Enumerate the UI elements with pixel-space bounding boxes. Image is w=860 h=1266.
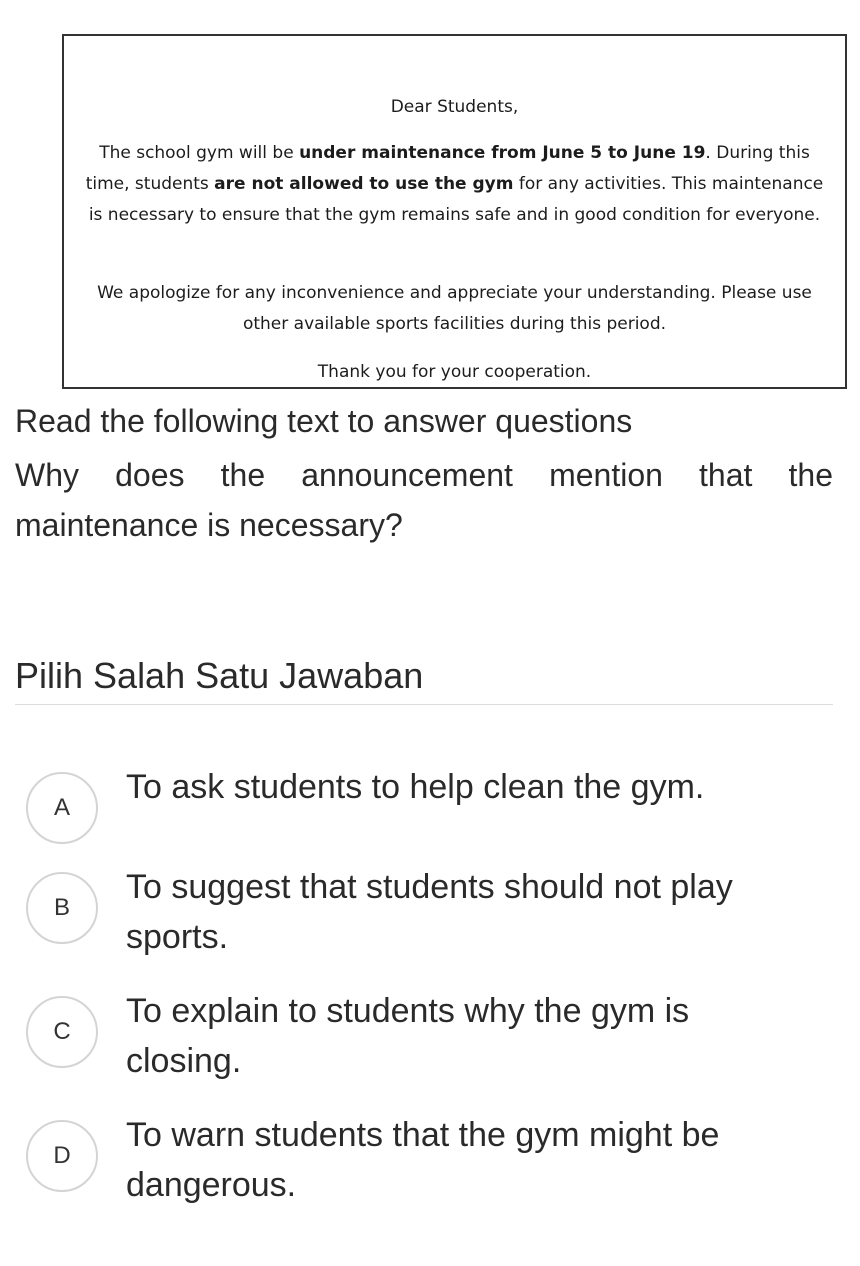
- notice-p1-text-2: . During this time, students: [85, 143, 810, 194]
- option-b-text[interactable]: To suggest that students should not play sports.: [126, 868, 733, 956]
- instruction-text: Read the following text to answer questions: [15, 403, 633, 439]
- notice-closing: Thank you for your cooperation.: [317, 362, 592, 382]
- section-divider: [15, 704, 833, 705]
- notice-paragraph-2: We apologize for any inconvenience and appreciate your understanding. Please use other available sports facilities during this period.: [97, 283, 812, 334]
- option-c-radio[interactable]: C: [26, 996, 98, 1068]
- option-b-radio[interactable]: B: [26, 872, 98, 944]
- announcement-notice: [62, 34, 847, 389]
- notice-p1-text-3: for any activities. This maintenance is necessary to ensure that the gym remains safe and in good condition for everyone.: [88, 174, 824, 225]
- notice-greeting: Dear Students,: [390, 97, 519, 117]
- answer-section-title: Pilih Salah Satu Jawaban: [15, 655, 424, 696]
- option-a-text[interactable]: To ask students to help clean the gym.: [126, 768, 705, 806]
- notice-p1-bold-restriction: are not allowed to use the gym: [214, 174, 514, 194]
- option-d-radio[interactable]: D: [26, 1120, 98, 1192]
- notice-p1-bold-dates: under maintenance from June 5 to June 19: [299, 143, 706, 163]
- option-d-text[interactable]: To warn students that the gym might be dangerous.: [126, 1116, 720, 1204]
- option-c-text[interactable]: To explain to students why the gym is closing.: [126, 992, 690, 1080]
- question-text: Why does the announcement mention that the maintenance is necessary?: [15, 457, 833, 543]
- option-a-radio[interactable]: A: [26, 772, 98, 844]
- notice-p1-text-1: The school gym will be: [99, 143, 300, 163]
- notice-paragraph-1: [78, 138, 831, 231]
